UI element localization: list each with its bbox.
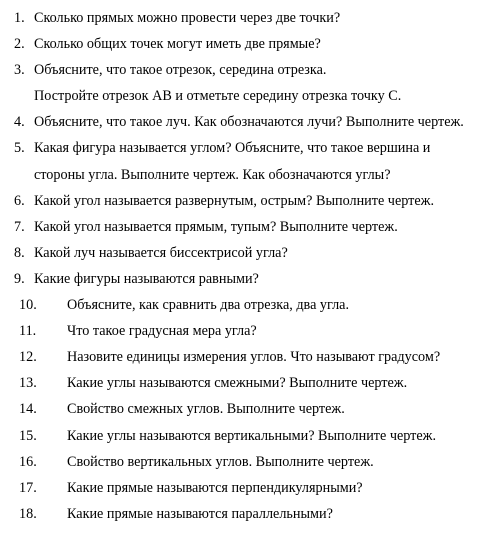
question-text: Какие углы называются вертикальными? Выполните чертеж. — [67, 427, 437, 444]
question-number: 15. — [19, 427, 37, 444]
question-text: Свойство смежных углов. Выполните чертеж. — [67, 401, 345, 418]
question-text: Объясните, как сравнить два отрезка, два угла. — [67, 297, 350, 314]
question-number: 18. — [19, 505, 37, 522]
question-item — [0, 318, 500, 344]
question-number: 5. — [14, 140, 25, 157]
question-continuation — [0, 83, 500, 109]
question-text: Сколько общих точек могут иметь две прямые? — [34, 36, 321, 53]
question-text: Свойство вертикальных углов. Выполните чертеж. — [67, 453, 374, 470]
question-item — [0, 396, 500, 422]
question-number: 16. — [19, 453, 37, 470]
question-number: 2. — [14, 36, 25, 53]
question-item — [0, 214, 500, 240]
question-number: 4. — [14, 114, 25, 131]
question-text: Какие прямые называются параллельными? — [67, 505, 333, 522]
question-number: 12. — [19, 349, 37, 366]
question-text: Какой угол называется прямым, тупым? Выполните чертеж. — [34, 218, 398, 235]
question-number: 10. — [19, 297, 37, 314]
question-item — [0, 370, 500, 396]
question-number: 13. — [19, 375, 37, 392]
question-text: Какие прямые называются перпендикулярными? — [67, 479, 363, 496]
question-number: 1. — [14, 10, 25, 26]
question-item — [0, 188, 500, 214]
question-number: 17. — [19, 479, 37, 496]
question-number: 9. — [14, 270, 25, 287]
question-text: Сколько прямых можно провести через две точки? — [34, 10, 341, 26]
question-text: Какой угол называется развернутым, острым? Выполните чертеж. — [34, 192, 434, 209]
question-text: Объясните, что такое отрезок, середина отрезка. — [34, 62, 327, 79]
question-item — [0, 423, 500, 449]
question-item — [0, 449, 500, 475]
question-list — [0, 5, 500, 527]
question-text: Постройте отрезок АВ и отметьте середину отрезка точку С. — [34, 88, 402, 105]
question-text: Что такое градусная мера угла? — [67, 323, 257, 340]
question-number: 7. — [14, 218, 25, 235]
question-text: Назовите единицы измерения углов. Что называют градусом? — [67, 349, 441, 366]
question-item — [0, 266, 500, 292]
question-item — [0, 135, 500, 161]
question-item — [0, 31, 500, 57]
question-number: 11. — [19, 323, 37, 340]
question-item — [0, 501, 500, 527]
question-text: Какие фигуры называются равными? — [34, 270, 259, 287]
question-item — [0, 109, 500, 135]
question-text: Какой луч называется биссектрисой угла? — [34, 244, 288, 261]
question-item — [0, 344, 500, 370]
question-number: 6. — [14, 192, 25, 209]
question-number: 14. — [19, 401, 37, 418]
question-number: 3. — [14, 62, 25, 79]
question-item — [0, 240, 500, 266]
question-text: Какие углы называются смежными? Выполните чертеж. — [67, 375, 408, 392]
question-number: 8. — [14, 244, 25, 261]
question-item — [0, 57, 500, 83]
question-text: Объясните, что такое луч. Как обозначаются лучи? Выполните чертеж. — [34, 114, 464, 131]
question-text: Какая фигура называется углом? Объясните, что такое вершина и — [34, 140, 431, 157]
question-item — [0, 292, 500, 318]
question-item — [0, 5, 500, 31]
question-item — [0, 475, 500, 501]
question-continuation — [0, 162, 500, 188]
question-text: стороны угла. Выполните чертеж. Как обозначаются углы? — [34, 166, 391, 183]
